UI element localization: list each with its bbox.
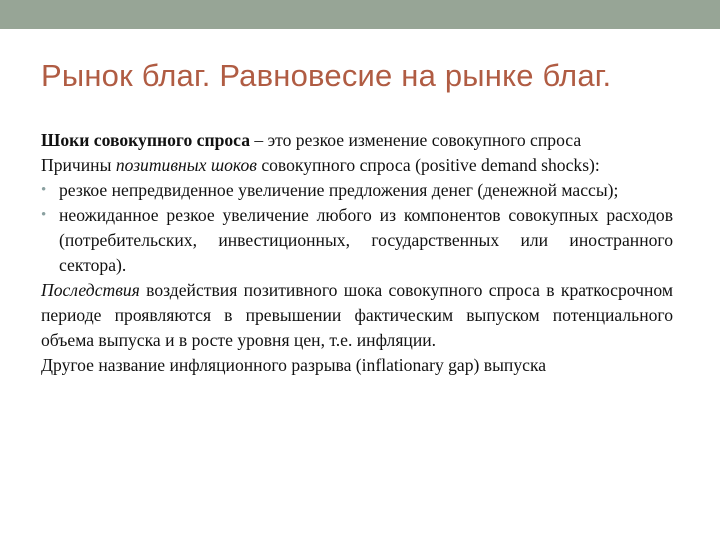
definition-text: – это резкое изменение совокупного спроса: [250, 130, 582, 150]
consequences-italic: Последствия: [41, 280, 140, 300]
slide-title: Рынок благ. Равновесие на рынке благ.: [41, 58, 612, 93]
bullet-item: [41, 178, 673, 203]
bullet-dot-icon: •: [41, 182, 47, 198]
causes-rest: совокупного спроса (positive demand shocks):: [256, 155, 600, 175]
bullet-item: [41, 203, 673, 278]
causes-italic: позитивных шоков: [115, 155, 257, 175]
term-demand-shocks: Шоки совокупного спроса: [41, 130, 250, 150]
bullet-dot-icon: •: [41, 207, 47, 223]
slide-body: [41, 128, 673, 378]
bullet-text: резкое непредвиденное увеличение предложения денег (денежной массы);: [59, 180, 619, 200]
paragraph-demand-shocks-definition: [41, 128, 673, 153]
causes-lead: Причины: [41, 155, 116, 175]
bullet-text: неожиданное резкое увеличение любого из компонентов совокупных расходов (потребительских, инвестиционных, государственных или иностранного сектора).: [59, 205, 673, 275]
consequences-rest: воздействия позитивного шока совокупного спроса в краткосрочном периоде проявляются в превышении фактическим выпуском потенциального объема выпуска и в росте уровня цен, т.е. инфляции.: [41, 280, 673, 350]
paragraph-causes: [41, 153, 673, 178]
top-decorative-bar: [0, 0, 720, 29]
paragraph-other-name: Другое название инфляционного разрыва (inflationary gap) выпуска: [41, 355, 547, 375]
paragraph-consequences: [41, 278, 673, 353]
